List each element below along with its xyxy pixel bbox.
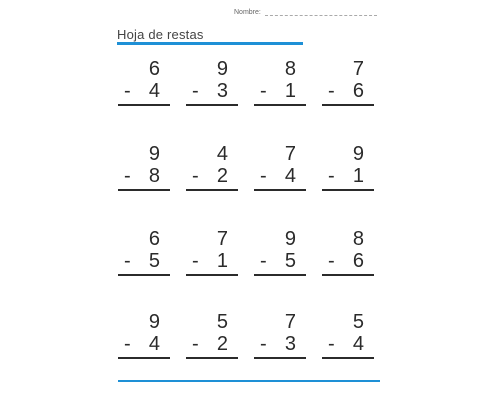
subtrahend-row: [322, 333, 374, 355]
subtraction-problem: [118, 311, 170, 359]
subtrahend: 1: [284, 80, 296, 102]
subtraction-problem: [322, 228, 374, 276]
subtrahend-row: [254, 250, 306, 272]
subtrahend-row: [118, 333, 170, 355]
subtrahend-row: [118, 165, 170, 187]
minuend: 7: [284, 311, 296, 333]
minus-sign: -: [192, 80, 199, 102]
subtrahend-row: [118, 250, 170, 272]
subtrahend: 1: [216, 250, 228, 272]
minuend: 4: [216, 143, 228, 165]
subtrahend: 3: [216, 80, 228, 102]
subtraction-problem: [186, 311, 238, 359]
minuend: 9: [148, 143, 160, 165]
subtrahend-row: [322, 165, 374, 187]
subtraction-problem: [118, 58, 170, 106]
name-line[interactable]: [265, 8, 377, 16]
minus-sign: -: [328, 250, 335, 272]
minuend: 7: [216, 228, 228, 250]
answer-line: [322, 274, 374, 276]
subtraction-problem: [186, 143, 238, 191]
minus-sign: -: [192, 333, 199, 355]
answer-line: [118, 274, 170, 276]
minus-sign: -: [328, 165, 335, 187]
subtrahend-row: [322, 250, 374, 272]
answer-line: [254, 189, 306, 191]
minus-sign: -: [260, 250, 267, 272]
name-label: Nombre:: [234, 9, 261, 16]
answer-line: [118, 357, 170, 359]
minuend: 7: [352, 58, 364, 80]
subtrahend-row: [186, 80, 238, 102]
subtrahend: 5: [148, 250, 160, 272]
minuend: 8: [284, 58, 296, 80]
minus-sign: -: [124, 250, 131, 272]
answer-line: [254, 357, 306, 359]
subtrahend: 4: [148, 80, 160, 102]
minuend: 6: [148, 228, 160, 250]
subtraction-problem: [254, 228, 306, 276]
minuend: 7: [284, 143, 296, 165]
subtraction-problem: [186, 58, 238, 106]
subtrahend: 1: [352, 165, 364, 187]
subtraction-problem: [254, 143, 306, 191]
minus-sign: -: [124, 80, 131, 102]
answer-line: [186, 189, 238, 191]
minus-sign: -: [192, 250, 199, 272]
subtrahend: 2: [216, 165, 228, 187]
answer-line: [322, 104, 374, 106]
subtraction-problem: [322, 311, 374, 359]
minus-sign: -: [124, 165, 131, 187]
subtrahend-row: [254, 80, 306, 102]
minuend: 5: [352, 311, 364, 333]
answer-line: [186, 357, 238, 359]
subtrahend-row: [186, 250, 238, 272]
minus-sign: -: [328, 80, 335, 102]
minuend: 5: [216, 311, 228, 333]
subtrahend-row: [186, 333, 238, 355]
subtrahend-row: [186, 165, 238, 187]
worksheet-title: Hoja de restas: [117, 27, 204, 42]
subtrahend: 3: [284, 333, 296, 355]
subtrahend-row: [254, 333, 306, 355]
subtrahend-row: [322, 80, 374, 102]
minuend: 9: [352, 143, 364, 165]
answer-line: [322, 189, 374, 191]
minuend: 9: [216, 58, 228, 80]
subtrahend: 2: [216, 333, 228, 355]
answer-line: [118, 104, 170, 106]
minus-sign: -: [260, 80, 267, 102]
minus-sign: -: [124, 333, 131, 355]
answer-line: [254, 274, 306, 276]
subtraction-problem: [118, 143, 170, 191]
subtraction-problem: [118, 228, 170, 276]
subtraction-problem: [254, 311, 306, 359]
answer-line: [118, 189, 170, 191]
problem-grid: [118, 58, 382, 368]
minus-sign: -: [192, 165, 199, 187]
subtraction-problem: [322, 143, 374, 191]
subtrahend: 4: [284, 165, 296, 187]
name-field[interactable]: [234, 8, 377, 16]
subtraction-problem: [254, 58, 306, 106]
minuend: 8: [352, 228, 364, 250]
minuend: 9: [284, 228, 296, 250]
subtraction-problem: [322, 58, 374, 106]
answer-line: [186, 104, 238, 106]
title-underline: [117, 42, 303, 45]
minuend: 9: [148, 311, 160, 333]
subtraction-problem: [186, 228, 238, 276]
subtrahend: 4: [352, 333, 364, 355]
subtrahend-row: [254, 165, 306, 187]
minus-sign: -: [260, 333, 267, 355]
subtrahend-row: [118, 80, 170, 102]
subtrahend: 6: [352, 80, 364, 102]
answer-line: [186, 274, 238, 276]
minus-sign: -: [328, 333, 335, 355]
subtrahend: 8: [148, 165, 160, 187]
subtrahend: 4: [148, 333, 160, 355]
minuend: 6: [148, 58, 160, 80]
minus-sign: -: [260, 165, 267, 187]
footer-rule: [118, 380, 380, 382]
subtrahend: 5: [284, 250, 296, 272]
answer-line: [322, 357, 374, 359]
answer-line: [254, 104, 306, 106]
subtrahend: 6: [352, 250, 364, 272]
